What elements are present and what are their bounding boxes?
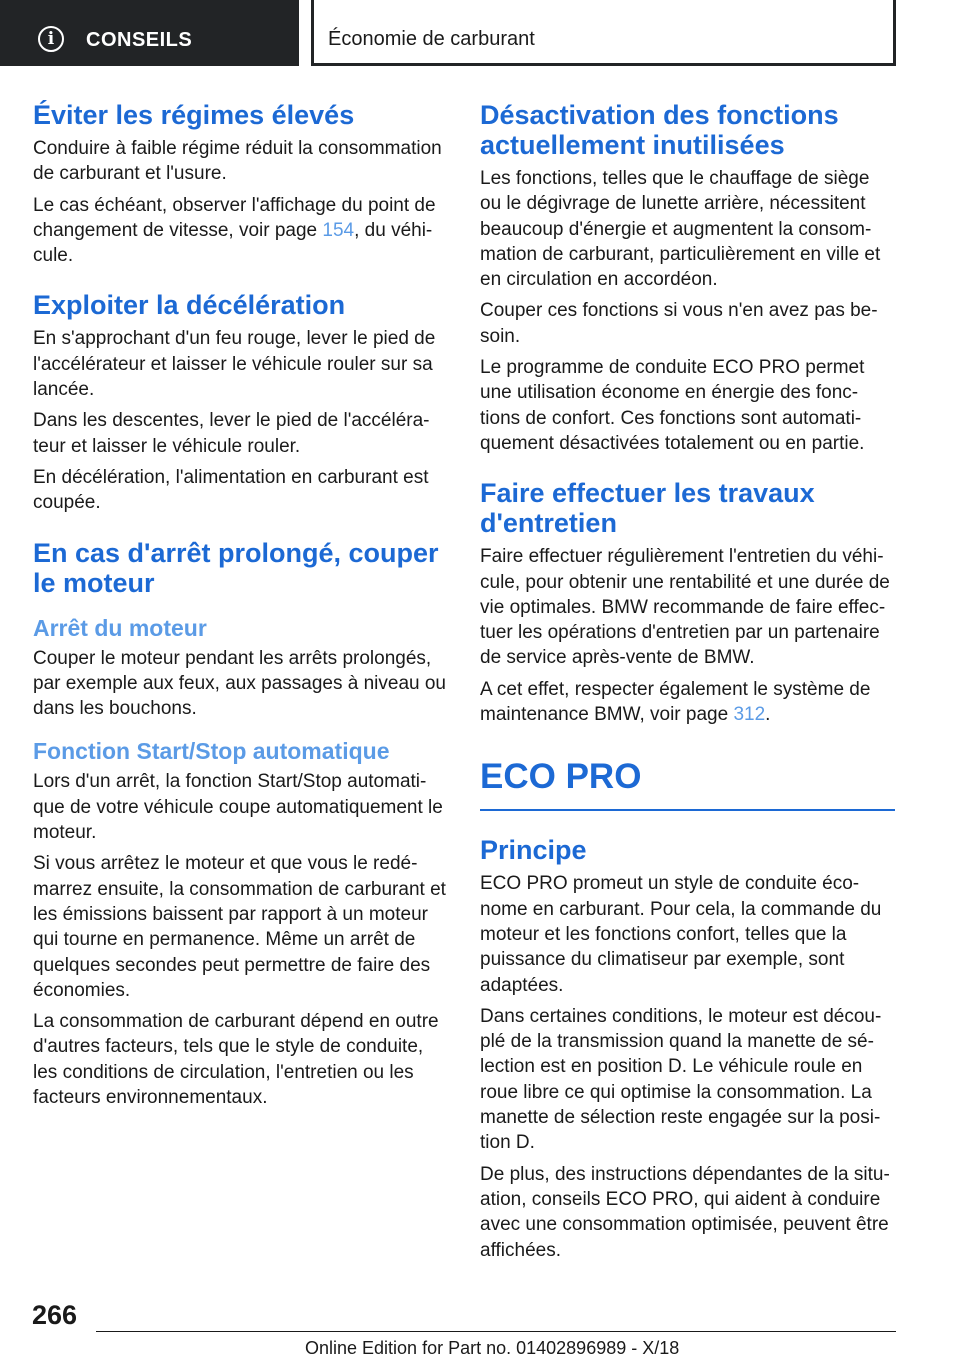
text-fragment: Le cas échéant, observer l'affichage du point de changement de vitesse, voir page <box>33 194 436 241</box>
paragraph: En décélération, l'alimentation en carburant est coupée. <box>33 466 429 514</box>
paragraph: Dans certaines conditions, le moteur est décou-plé de la transmission quand la manette de sé-lection est en position D. Le véhicule roule en roue libre ce qui optimise la consommation. La manette de sélection reste engagée sur la posi-tion D. <box>480 1005 882 1154</box>
footer-divider <box>96 1331 896 1332</box>
heading-deceleration: Exploiter la décélération <box>33 290 346 321</box>
paragraph: Couper le moteur pendant les arrêts prolongés, par exemple aux feux, aux passages à niveau ou dans les bouchons. <box>33 647 446 720</box>
page-link-312[interactable]: 312 <box>733 704 766 726</box>
section-tab <box>311 0 896 66</box>
text-fragment: . <box>765 704 771 726</box>
heading-maintenance: Faire effectuer les travaux d'entretien <box>480 478 815 539</box>
heading-prolonged-stop: En cas d'arrêt prolongé, couper le moteur <box>33 537 439 598</box>
page-header <box>0 0 960 66</box>
chapter-title-eco-pro: ECO PRO <box>480 757 895 811</box>
heading-avoid-high-revs: Éviter les régimes élevés <box>33 100 355 130</box>
subheading-start-stop: Fonction Start/Stop automatique <box>33 738 390 765</box>
left-column <box>33 100 448 1116</box>
heading-deactivate-functions: Désactivation des fonctions actuellement inutilisées <box>480 100 839 160</box>
category-tab <box>0 0 299 66</box>
paragraph: Faire effectuer régulièrement l'entretien du véhi-cule, pour obtenir une rentabilité et une durée de vie optimales. BMW recommande de faire effec-tuer les opérations d'entretien par un partenaire de service après-vente de BMW. <box>480 546 890 669</box>
text-fragment: , du véhi-cule. <box>33 219 433 267</box>
right-column <box>480 100 895 1269</box>
page-link-154[interactable]: 154 <box>322 219 355 241</box>
page-number: 266 <box>32 1300 78 1330</box>
paragraph <box>480 677 895 728</box>
heading-principle: Principe <box>480 835 587 866</box>
text-fragment: A cet effet, respecter également le système de maintenance BMW, voir page <box>480 678 871 726</box>
paragraph: Les fonctions, telles que le chauffage de siège ou le dégivrage de lunette arrière, nécessitent beaucoup d'énergie et augmentent la consom-mation de carburant, particulièrement en ville et en circulation en accordéon. <box>480 168 881 291</box>
paragraph: Couper ces fonctions si vous n'en avez pas be-soin. <box>480 300 878 347</box>
paragraph: Dans les descentes, lever le pied de l'accéléra-teur et laisser le véhicule rouler. <box>33 410 430 457</box>
paragraph: Conduire à faible régime réduit la consommation de carburant et l'usure. <box>33 138 442 185</box>
paragraph: ECO PRO promeut un style de conduite éco-nome en carburant. Pour cela, la commande du moteur et les fonctions confort, telles que la puissance du climatiseur par exemple, sont adaptées. <box>480 873 882 996</box>
paragraph: Lors d'un arrêt, la fonction Start/Stop automati-que de votre véhicule coupe automatiquement le moteur. <box>33 771 443 844</box>
subheading-engine-stop: Arrêt du moteur <box>33 614 207 641</box>
paragraph: De plus, des instructions dépendantes de la situ-ation, conseils ECO PRO, qui aident à conduire avec une consommation optimisée, peuvent être affichées. <box>480 1163 890 1261</box>
paragraph: Le programme de conduite ECO PRO permet une utilisation économe en énergie des fonc-tions de confort. Ces fonctions sont automati-quement désactivées totalement ou en partie. <box>480 357 865 454</box>
paragraph: La consommation de carburant dépend en outre d'autres facteurs, tels que le style de conduite, les conditions de circulation, l'entretien ou les facteurs environnementaux. <box>33 1011 439 1109</box>
footer-edition: Online Edition for Part no. 01402896989 - X/18 <box>305 1338 680 1358</box>
paragraph: Si vous arrêtez le moteur et que vous le redé-marrez ensuite, la consommation de carburant et les émissions baissent par rapport à un moteur qui tourne en permanence. Même un arrêt de quelques secondes peut permettre de faire des économies. <box>33 853 446 1001</box>
paragraph <box>33 193 448 269</box>
section-title: Économie de carburant <box>328 28 535 50</box>
category-label: CONSEILS <box>86 29 193 51</box>
info-icon: i <box>38 26 64 52</box>
paragraph: En s'approchant d'un feu rouge, lever le pied de l'accélérateur et laisser le véhicule rouler sur sa lancée. <box>33 328 436 401</box>
